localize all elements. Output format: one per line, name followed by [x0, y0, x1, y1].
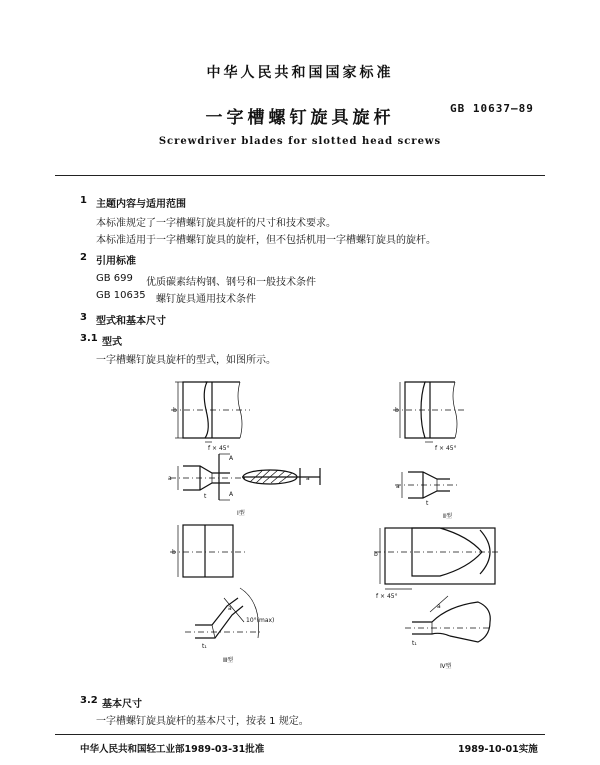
- section-3-title: 型式和基本尺寸: [96, 316, 166, 327]
- type-4-top-view: [374, 528, 500, 600]
- dim-t1-label: t₁: [412, 640, 417, 647]
- type-1-top-view: [171, 382, 250, 452]
- section-1-para-1: 本标准规定了一字槽螺钉旋具旋杆的尺寸和技术要求。: [96, 218, 336, 229]
- dim-t-label: t: [426, 500, 429, 507]
- dim-t-label: t: [204, 493, 207, 500]
- type-2-caption: Ⅱ型: [443, 513, 452, 520]
- section-a-label: A: [229, 491, 234, 498]
- dim-a-label: a: [306, 475, 310, 482]
- section-3-1-text: 一字槽螺钉旋具旋杆的型式，如图所示。: [96, 355, 276, 366]
- section-3-2-title: 基本尺寸: [102, 699, 142, 710]
- english-title: Screwdriver blades for slotted head screws: [158, 136, 442, 147]
- type-1-side-view: [168, 454, 248, 500]
- section-3-2-text: 一字槽螺钉旋具旋杆的基本尺寸，按表 1 规定。: [96, 716, 309, 727]
- dim-a-label: a: [396, 483, 400, 490]
- section-3-number: 3: [80, 312, 87, 323]
- type-2-side-view: [395, 472, 460, 507]
- effective-date: 1989-10-01实施: [458, 744, 538, 755]
- footer-rule: [55, 734, 545, 735]
- dim-b-label: b: [173, 407, 177, 414]
- dim-a-label: a: [228, 605, 232, 612]
- dim-b-label: b: [172, 549, 176, 556]
- type-2-top-view: [393, 382, 465, 452]
- angle-label: 10°(max): [246, 617, 275, 624]
- dim-t1-label: t₁: [202, 643, 207, 650]
- section-1-number: 1: [80, 195, 87, 206]
- section-1-title: 主题内容与适用范围: [96, 199, 186, 210]
- section-2-number: 2: [80, 252, 87, 263]
- dim-b-label: b: [374, 551, 378, 558]
- dim-b-label: b: [395, 407, 399, 414]
- section-3-1-number: 3.1: [80, 333, 98, 344]
- section-a-label: A: [229, 455, 234, 462]
- type-4-side-view: [405, 596, 490, 647]
- standard-code: GB 10637—89: [450, 102, 534, 115]
- document-title: 一字槽螺钉旋具旋杆: [205, 108, 395, 128]
- section-2-title: 引用标准: [96, 256, 136, 267]
- reference-title: 螺钉旋具通用技术条件: [156, 294, 256, 305]
- type-1-section-aa: [242, 468, 320, 485]
- dim-a-label: a: [168, 475, 172, 482]
- header-rule: [55, 175, 545, 176]
- section-3-2-number: 3.2: [80, 695, 98, 706]
- type-3-side-view: [185, 588, 274, 650]
- national-standard-heading: 中华人民共和国国家标准: [206, 65, 394, 81]
- reference-code: GB 10635: [96, 290, 146, 301]
- chamfer-label: f × 45°: [435, 445, 457, 452]
- approval-note: 中华人民共和国轻工业部1989-03-31批准: [80, 744, 265, 755]
- type-3-top-view: [170, 525, 245, 577]
- blade-types-figure: [0, 370, 600, 680]
- type-4-caption: Ⅳ型: [440, 663, 452, 670]
- dim-a-label: a: [437, 603, 441, 610]
- section-1-para-2: 本标准适用于一字槽螺钉旋具的旋杆，但不包括机用一字槽螺钉旋具的旋杆。: [96, 235, 436, 246]
- chamfer-label: f × 45°: [376, 593, 398, 600]
- type-3-caption: Ⅲ型: [223, 657, 234, 664]
- chamfer-label: f × 45°: [208, 445, 230, 452]
- reference-title: 优质碳素结构钢、钢号和一般技术条件: [146, 277, 316, 288]
- reference-code: GB 699: [96, 273, 133, 284]
- section-3-1-title: 型式: [102, 337, 122, 348]
- type-1-caption: Ⅰ型: [237, 510, 245, 517]
